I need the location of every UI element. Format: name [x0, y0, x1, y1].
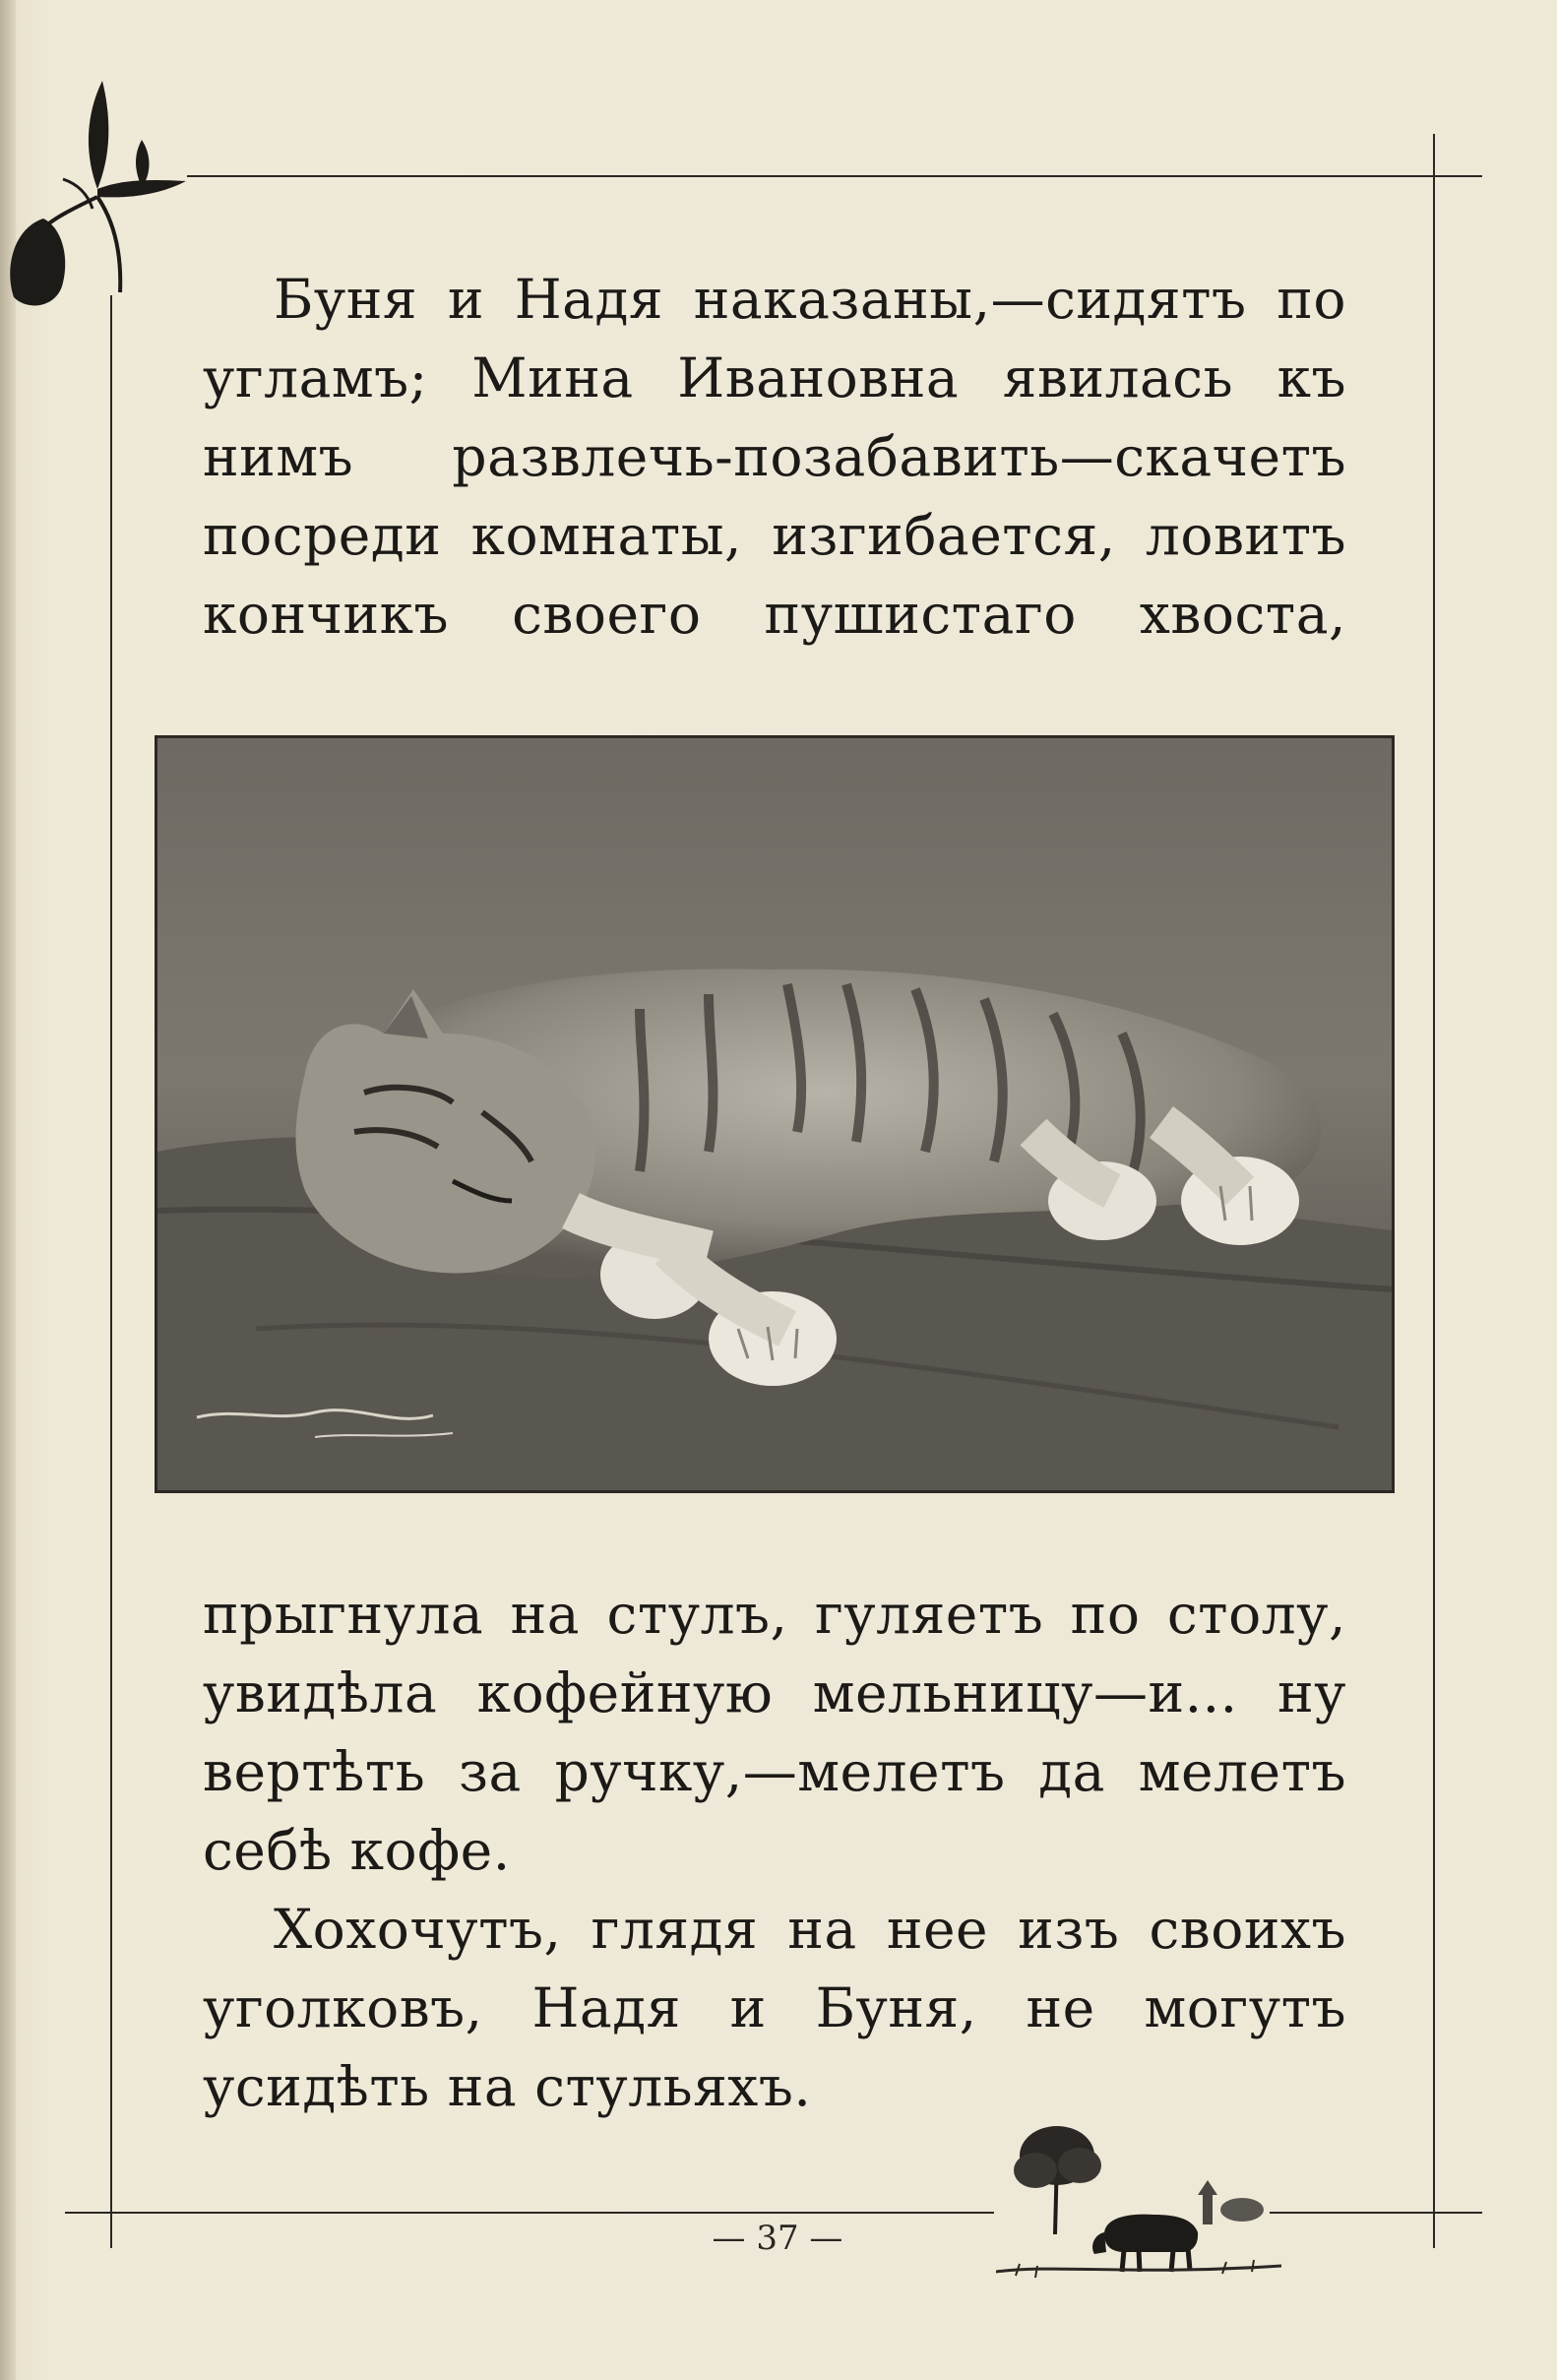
text-line: угламъ; Мина Ивановна явилась къ: [203, 346, 1346, 409]
floral-corner-ornament: [4, 71, 191, 317]
sleeping-cat-drawing: [157, 738, 1392, 1490]
text-line: кончикъ своего пушистаго хвоста,: [203, 583, 1346, 646]
paragraph-2: [203, 1575, 1346, 2126]
text-line: нимъ развлечь-позабавить—скачетъ: [203, 425, 1346, 488]
text-line: вертѣть за ручку,—мелетъ да мелетъ: [203, 1740, 1346, 1803]
frame-bottom-rule-left: [65, 2212, 994, 2214]
text-line: посреди комнаты, изгибается, ловитъ: [203, 504, 1346, 567]
book-spine-shadow: [0, 0, 16, 2380]
text-line: себѣ кофе.: [203, 1819, 511, 1882]
cat-illustration: [155, 735, 1395, 1493]
frame-top-rule: [187, 175, 1482, 177]
text-line: Буня и Надя наказаны,—сидятъ по: [274, 268, 1346, 331]
paragraph-1: [203, 260, 1346, 654]
text-line: усидѣть на стульяхъ.: [203, 2055, 812, 2118]
text-line: Хохочутъ, глядя на нее изъ своихъ: [274, 1898, 1346, 1961]
text-line: увидѣла кофейную мельницу—и... ну: [203, 1661, 1346, 1724]
page-number: — 37 —: [712, 2219, 843, 2258]
cow-landscape-vignette: [996, 2116, 1281, 2284]
frame-left-rule: [110, 295, 112, 2248]
frame-bottom-rule-right: [1270, 2212, 1482, 2214]
text-line: уголковъ, Надя и Буня, не могутъ: [203, 1976, 1346, 2039]
text-line: прыгнула на стулъ, гуляетъ по столу,: [203, 1583, 1346, 1646]
frame-right-rule: [1433, 134, 1435, 2248]
